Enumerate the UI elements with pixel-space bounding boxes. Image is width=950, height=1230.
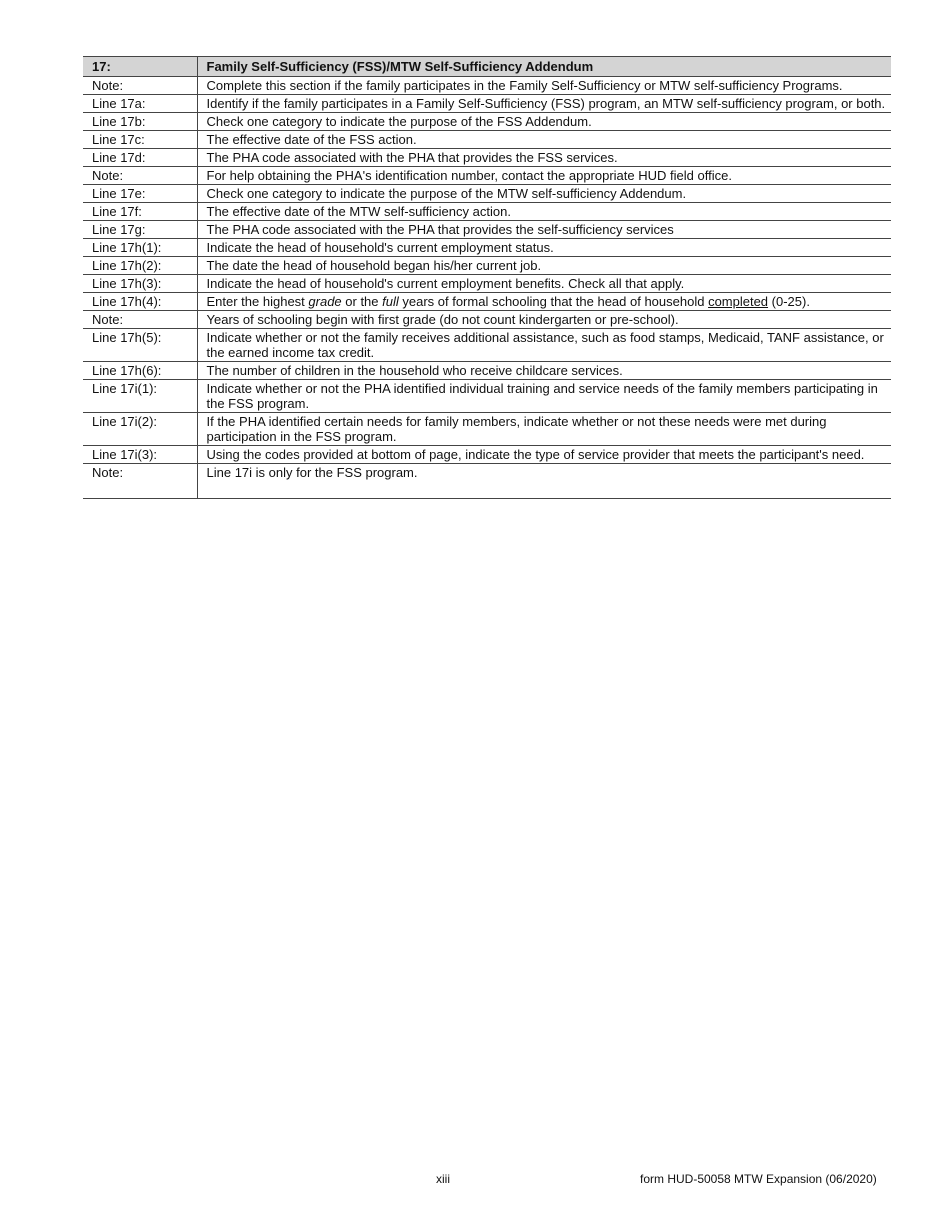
row-label: Line 17a: (83, 95, 197, 113)
row-text: The date the head of household began his/her current job. (197, 257, 891, 275)
row-label: Line 17h(1): (83, 239, 197, 257)
table-row (83, 311, 891, 329)
row-text: The effective date of the MTW self-sufficiency action. (197, 203, 891, 221)
row-label: Line 17e: (83, 185, 197, 203)
row-text: Complete this section if the family participates in the Family Self-Sufficiency or MTW self-sufficiency Programs. (197, 77, 891, 95)
row-text: For help obtaining the PHA's identification number, contact the appropriate HUD field office. (197, 167, 891, 185)
row-label: Line 17h(2): (83, 257, 197, 275)
row-text: The PHA code associated with the PHA that provides the FSS services. (197, 149, 891, 167)
table-row (83, 185, 891, 203)
row-label: Line 17c: (83, 131, 197, 149)
table-row (83, 113, 891, 131)
section-header-row (83, 57, 891, 77)
row-label: Line 17h(4): (83, 293, 197, 311)
table-row (83, 257, 891, 275)
row-text: The number of children in the household who receive childcare services. (197, 362, 891, 380)
row-label: Note: (83, 311, 197, 329)
row-text: Using the codes provided at bottom of page, indicate the type of service provider that meets the participant's need. (197, 446, 891, 464)
row-text: Check one category to indicate the purpose of the FSS Addendum. (197, 113, 891, 131)
table-row (83, 293, 891, 311)
table-row (83, 464, 891, 499)
row-text: If the PHA identified certain needs for family members, indicate whether or not these needs were met during participation in the FSS program. (197, 413, 891, 446)
table-row (83, 413, 891, 446)
row-label: Line 17h(3): (83, 275, 197, 293)
table-row (83, 77, 891, 95)
instructions-table (83, 56, 891, 499)
row-text: Indicate the head of household's current employment benefits. Check all that apply. (197, 275, 891, 293)
row-label: Line 17i(1): (83, 380, 197, 413)
table-row (83, 275, 891, 293)
italic-grade: grade (308, 294, 342, 309)
row-text: Indicate whether or not the PHA identified individual training and service needs of the family members participating in the FSS program. (197, 380, 891, 413)
section-title: Family Self-Sufficiency (FSS)/MTW Self-Sufficiency Addendum (197, 57, 891, 77)
row-label: Line 17i(3): (83, 446, 197, 464)
table-row (83, 149, 891, 167)
text-segment: Enter the highest (206, 294, 309, 309)
table-row (83, 95, 891, 113)
text-segment: years of formal schooling that the head of household (398, 294, 709, 309)
row-text: Check one category to indicate the purpose of the MTW self-sufficiency Addendum. (197, 185, 891, 203)
table-row (83, 446, 891, 464)
row-label: Line 17f: (83, 203, 197, 221)
italic-full: full (382, 294, 399, 309)
row-label: Note: (83, 167, 197, 185)
row-label: Note: (83, 464, 197, 499)
row-label: Line 17h(5): (83, 329, 197, 362)
row-text: Indicate the head of household's current employment status. (197, 239, 891, 257)
table-row (83, 380, 891, 413)
row-text: Line 17i is only for the FSS program. (197, 464, 891, 499)
text-segment: (0-25). (768, 294, 810, 309)
row-label: Line 17h(6): (83, 362, 197, 380)
row-label: Note: (83, 77, 197, 95)
table-row (83, 221, 891, 239)
table-row (83, 239, 891, 257)
row-label: Line 17g: (83, 221, 197, 239)
form-identifier: form HUD-50058 MTW Expansion (06/2020) (640, 1172, 877, 1186)
page-number: xiii (436, 1172, 450, 1186)
row-text: Identify if the family participates in a Family Self-Sufficiency (FSS) program, an MTW self-sufficiency program, or both. (197, 95, 891, 113)
row-text: The effective date of the FSS action. (197, 131, 891, 149)
row-text: The PHA code associated with the PHA that provides the self-sufficiency services (197, 221, 891, 239)
table-row (83, 329, 891, 362)
text-segment: or the (341, 294, 383, 309)
table-row (83, 362, 891, 380)
row-text: Years of schooling begin with first grade (do not count kindergarten or pre-school). (197, 311, 891, 329)
table-row (83, 203, 891, 221)
row-label: Line 17i(2): (83, 413, 197, 446)
row-text (197, 293, 891, 311)
row-label: Line 17d: (83, 149, 197, 167)
row-label: Line 17b: (83, 113, 197, 131)
row-text: Indicate whether or not the family receives additional assistance, such as food stamps, Medicaid, TANF assistance, or the earned income tax credit. (197, 329, 891, 362)
underlined-completed: completed (708, 294, 769, 309)
table-row (83, 131, 891, 149)
table-row (83, 167, 891, 185)
section-number: 17: (83, 57, 197, 77)
